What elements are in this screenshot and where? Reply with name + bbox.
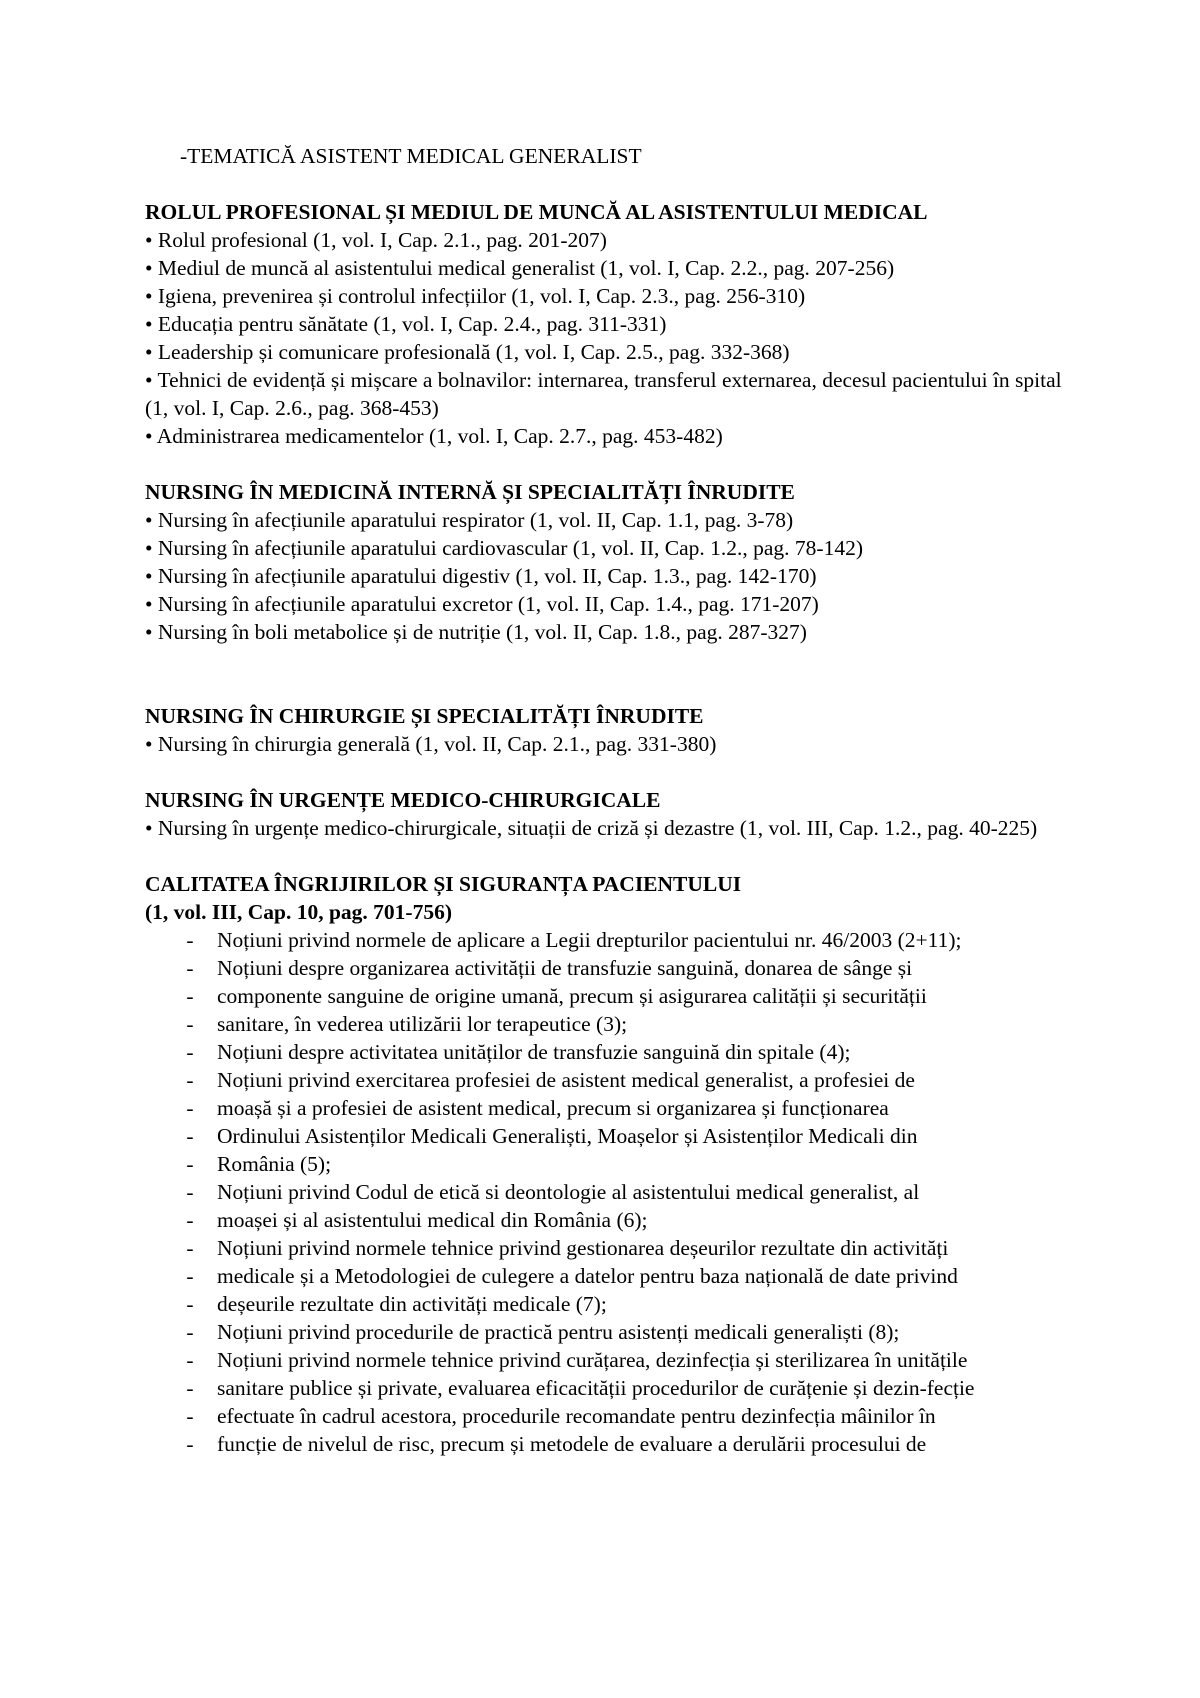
dash-item-text: Noțiuni privind normele tehnice privind gestionarea deșeurilor rezultate din activități — [217, 1236, 949, 1260]
dash-marker: - — [186, 1292, 194, 1316]
dash-marker: - — [186, 1096, 194, 1120]
section-rolul-profesional — [145, 198, 1075, 450]
list-item: • Nursing în afecțiunile aparatului digestiv (1, vol. II, Cap. 1.3., pag. 142-170) — [145, 564, 817, 588]
dash-item-text: Noțiuni privind normele de aplicare a Legii drepturilor pacientului nr. 46/2003 (2+11); — [217, 928, 962, 952]
list-item: • Nursing în chirurgia generală (1, vol. II, Cap. 2.1., pag. 331-380) — [145, 732, 717, 756]
dash-item-text: moașei și al asistentului medical din România (6); — [217, 1208, 648, 1232]
dash-marker: - — [186, 1376, 194, 1400]
dash-list-item — [145, 926, 1075, 954]
dash-list-item — [145, 1038, 1075, 1066]
section-heading: NURSING ÎN CHIRURGIE ȘI SPECIALITĂȚI ÎNRUDITE — [145, 704, 704, 728]
dash-list-item — [145, 1178, 1075, 1206]
list-item: • Nursing în afecțiunile aparatului excretor (1, vol. II, Cap. 1.4., pag. 171-207) — [145, 592, 819, 616]
dash-marker: - — [186, 1040, 194, 1064]
dash-item-text: Noțiuni privind procedurile de practică pentru asistenți medicali generaliști (8); — [217, 1320, 900, 1344]
dash-list-item — [145, 1066, 1075, 1094]
dash-list-item — [145, 1290, 1075, 1318]
dash-marker: - — [186, 1264, 194, 1288]
dash-item-text: componente sanguine de origine umană, precum și asigurarea calității și securității — [217, 984, 927, 1008]
dash-marker: - — [186, 1012, 194, 1036]
dash-item-text: Noțiuni despre organizarea activității de transfuzie sanguină, donarea de sânge și — [217, 956, 913, 980]
list-item: • Nursing în boli metabolice și de nutriție (1, vol. II, Cap. 1.8., pag. 287-327) — [145, 620, 807, 644]
dash-marker: - — [186, 1348, 194, 1372]
dash-list-item — [145, 1262, 1075, 1290]
section-heading: ROLUL PROFESIONAL ȘI MEDIUL DE MUNCĂ AL ASISTENTULUI MEDICAL — [145, 200, 928, 224]
dash-item-text: Ordinului Asistenților Medicali Generaliști, Moașelor și Asistenților Medicali din — [217, 1124, 918, 1148]
list-item: • Administrarea medicamentelor (1, vol. I, Cap. 2.7., pag. 453-482) — [145, 424, 723, 448]
dash-item-text: funcție de nivelul de risc, precum și metodele de evaluare a derulării procesului de — [217, 1432, 927, 1456]
section-heading: NURSING ÎN MEDICINĂ INTERNĂ ȘI SPECIALITĂȚI ÎNRUDITE — [145, 480, 795, 504]
dash-marker: - — [186, 1236, 194, 1260]
dash-item-text: sanitare publice și private, evaluarea eficacității procedurilor de curățenie și dezin-fecție — [217, 1376, 975, 1400]
dash-marker: - — [186, 1152, 194, 1176]
dash-list — [145, 926, 1075, 1458]
dash-marker: - — [186, 1180, 194, 1204]
dash-item-text: deșeurile rezultate din activități medicale (7); — [217, 1292, 607, 1316]
dash-list-item — [145, 1346, 1075, 1374]
section-medicina-interna — [145, 478, 1075, 646]
section-subheading: (1, vol. III, Cap. 10, pag. 701-756) — [145, 900, 452, 924]
list-item: • Igiena, prevenirea și controlul infecțiilor (1, vol. I, Cap. 2.3., pag. 256-310) — [145, 284, 806, 308]
dash-list-item — [145, 954, 1075, 982]
dash-marker: - — [186, 1068, 194, 1092]
dash-item-text: moașă și a profesiei de asistent medical, precum si organizarea și funcționarea — [217, 1096, 889, 1120]
list-item: • Leadership și comunicare profesională (1, vol. I, Cap. 2.5., pag. 332-368) — [145, 340, 790, 364]
dash-marker: - — [186, 1208, 194, 1232]
dash-list-item — [145, 1318, 1075, 1346]
section-heading: NURSING ÎN URGENȚE MEDICO-CHIRURGICALE — [145, 788, 661, 812]
list-item: • Tehnici de evidență și mișcare a bolnavilor: internarea, transferul externarea, decesul pacientului în spital (1, vol. I, Cap. 2.6., pag. 368-453) — [145, 368, 1062, 420]
dash-marker: - — [186, 1404, 194, 1428]
dash-marker: - — [186, 1432, 194, 1456]
list-item: • Nursing în urgențe medico-chirurgicale, situații de criză și dezastre (1, vol. III, Cap. 1.2., pag. 40-225) — [145, 816, 1038, 840]
dash-item-text: medicale și a Metodologiei de culegere a datelor pentru baza națională de date privind — [217, 1264, 958, 1288]
dash-marker: - — [186, 1320, 194, 1344]
dash-marker: - — [186, 1124, 194, 1148]
section-chirurgie — [145, 702, 1075, 758]
dash-marker: - — [186, 928, 194, 952]
dash-list-item — [145, 1122, 1075, 1150]
section-urgente — [145, 786, 1075, 842]
dash-item-text: sanitare, în vederea utilizării lor terapeutice (3); — [217, 1012, 628, 1036]
dash-item-text: Noțiuni privind normele tehnice privind curățarea, dezinfecția și sterilizarea în unitățile — [217, 1348, 968, 1372]
dash-list-item — [145, 1150, 1075, 1178]
document-title: -TEMATICĂ ASISTENT MEDICAL GENERALIST — [180, 144, 642, 168]
dash-list-item — [145, 1206, 1075, 1234]
dash-item-text: Noțiuni privind Codul de etică si deontologie al asistentului medical generalist, al — [217, 1180, 920, 1204]
section-heading: CALITATEA ÎNGRIJIRILOR ȘI SIGURANȚA PACIENTULUI — [145, 872, 742, 896]
dash-marker: - — [186, 956, 194, 980]
dash-list-item — [145, 1430, 1075, 1458]
list-item: • Rolul profesional (1, vol. I, Cap. 2.1., pag. 201-207) — [145, 228, 607, 252]
dash-list-item — [145, 1402, 1075, 1430]
dash-item-text: efectuate în cadrul acestora, procedurile recomandate pentru dezinfecția mâinilor în — [217, 1404, 936, 1428]
dash-item-text: România (5); — [217, 1152, 332, 1176]
list-item: • Nursing în afecțiunile aparatului cardiovascular (1, vol. II, Cap. 1.2., pag. 78-142) — [145, 536, 864, 560]
section-calitatea-ingrijirilor — [145, 870, 1075, 1458]
dash-list-item — [145, 1374, 1075, 1402]
dash-list-item — [145, 982, 1075, 1010]
dash-list-item — [145, 1234, 1075, 1262]
dash-item-text: Noțiuni privind exercitarea profesiei de asistent medical generalist, a profesiei de — [217, 1068, 915, 1092]
list-item: • Educația pentru sănătate (1, vol. I, Cap. 2.4., pag. 311-331) — [145, 312, 667, 336]
list-item: • Nursing în afecțiunile aparatului respirator (1, vol. II, Cap. 1.1, pag. 3-78) — [145, 508, 794, 532]
dash-list-item — [145, 1094, 1075, 1122]
dash-list-item — [145, 1010, 1075, 1038]
dash-item-text: Noțiuni despre activitatea unităților de transfuzie sanguină din spitale (4); — [217, 1040, 851, 1064]
list-item: • Mediul de muncă al asistentului medical generalist (1, vol. I, Cap. 2.2., pag. 207-256) — [145, 256, 895, 280]
document-content — [145, 142, 1075, 1486]
dash-marker: - — [186, 984, 194, 1008]
